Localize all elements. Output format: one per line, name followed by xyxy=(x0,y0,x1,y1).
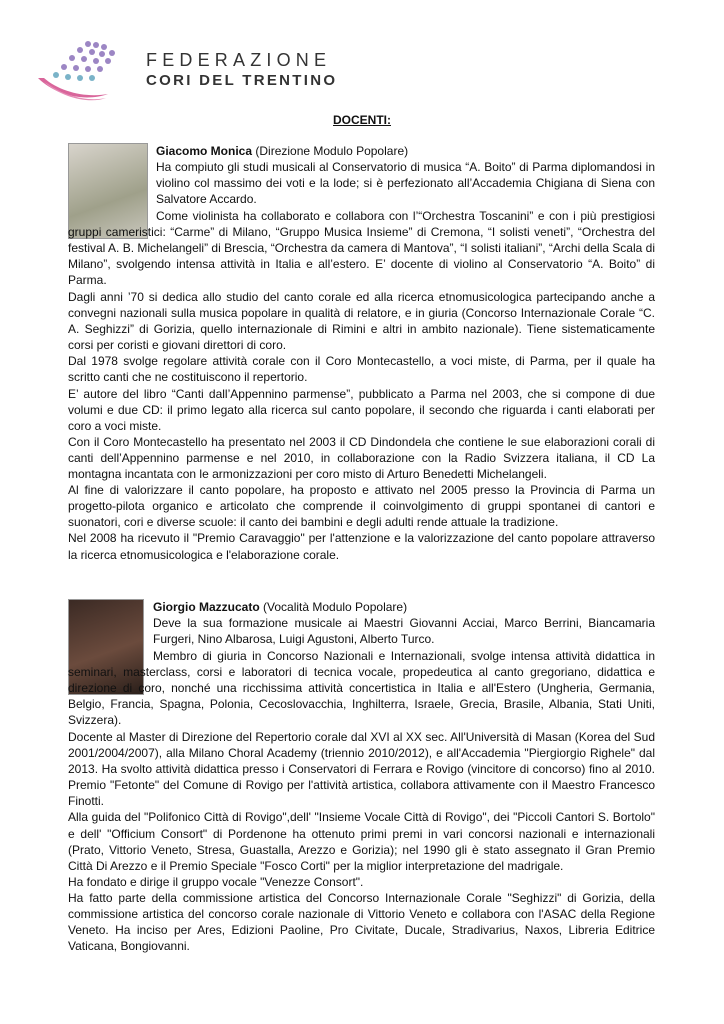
bio-paragraph: Ha fondato e dirige il gruppo vocale "Venezze Consort". xyxy=(68,874,364,889)
federation-logo-icon xyxy=(36,38,136,104)
bio-paragraph: Dal 1978 svolge regolare attività corale con il Coro Montecastello, a voci miste, di Parma, per il quale ha scritto canti che ne costituiscono il repertorio. xyxy=(68,354,655,385)
org-name-line2: CORI DEL TRENTINO xyxy=(146,72,338,89)
teacher-monica-intro xyxy=(156,143,655,207)
bio-paragraph: Dagli anni ’70 si dedica allo studio del canto corale ed alla ricerca etnomusicologica partecipando anche a convegni nazionali sulla musica popolare in qualità di relatore, e in giuria (Concorso Internazionale Corale “C. A. Seghizzi” di Gorizia, quello internazionale di Rimini e altri in ambito nazionale). Tiene sistematicamente corsi per coristi e giovani direttori di coro. xyxy=(68,290,655,353)
bio-paragraph: E’ autore del libro “Canti dall’Appennino parmense”, pubblicato a Parma nel 2003, che si compone di due volumi e due CD: il primo legato alla ricerca sul canto popolare, il secondo che riguarda i canti elaborati per coro a voci miste. xyxy=(68,386,655,433)
teacher-role: (Direzione Modulo Popolare) xyxy=(252,144,409,158)
teacher-monica-bio xyxy=(68,289,655,563)
section-title: DOCENTI: xyxy=(333,113,391,127)
org-name-line1: FEDERAZIONE xyxy=(146,50,332,70)
bio-paragraph: Membro di giuria in Concorso Nazionali e Internazionali, svolge intensa attività didattica in seminari, masterclass, corsi e laboratori di tecnica vocale, propedeutica al canto gregoriano, didattica e direzione di coro, nonché una ricchissima attività concertistica in Italia e all'Estero (Ungheria, Germania, Belgio, Francia, Spagna, Polonia, Cecoslovacchia, Inghilterra, Israele, Grecia, Brasile, Albania, Stati Uniti, Svizzera). xyxy=(68,649,655,728)
bio-paragraph: Deve la sua formazione musicale ai Maestri Giovanni Acciai, Marco Berrini, Biancamaria Furgeri, Nino Albarosa, Luigi Agustoni, Alberto Turco. xyxy=(153,616,655,647)
bio-paragraph: Al fine di valorizzare il canto popolare, ha proposto e attivato nel 2005 presso la Provincia di Parma un progetto-pilota organico e articolato che comprende il coinvolgimento di gruppi spontanei di cantori e suonatori, cori e diverse scuole: il canto dei bambini e degli adulti rende attuale la tradizione. xyxy=(68,483,655,530)
teacher-role: (Vocalità Modulo Popolare) xyxy=(259,600,408,614)
bio-paragraph: Ha compiuto gli studi musicali al Conservatorio di musica “A. Boito” di Parma diplomandosi in violino col massimo dei voti e la lode; si è perfezionato all’Accademia Chigiana di Siena con Salvatore Accardo. xyxy=(156,160,655,207)
bio-paragraph: Come violinista ha collaborato e collabora con l’“Orchestra Toscanini” e con i più prestigiosi gruppi cameristici: “Carme” di Milano, “Gruppo Musica Insieme” di Cremona, “I solisti veneti”, “Orchestra del festival A. B. Michelangeli” di Brescia, “Orchestra da camera di Mantova”, “I solisti italiani”, “Archi della Scala di Milano”, svolgendo intensa attività in Italia e all’estero. E’ docente di violino al Conservatorio “A. Boito” di Parma. xyxy=(68,209,655,288)
teacher-name: Giorgio Mazzucato xyxy=(153,600,260,614)
teacher-mazzucato-bio xyxy=(68,729,655,954)
bio-paragraph: Con il Coro Montecastello ha presentato nel 2003 il CD Dindondela che contiene le sue elaborazioni corali di canti dell’Appennino parmense e nel 2010, in collaborazione con la Radio Svizzera italiana, il CD La montagna incantata con le armonizzazioni per coro misto di Arturo Benedetti Michelangeli. xyxy=(68,434,655,482)
bio-paragraph: Nel 2008 ha ricevuto il "Premio Caravaggio" per l'attenzione e la valorizzazione del canto popolare attraverso la ricerca etnomusicologica e l'elaborazione corale. xyxy=(68,531,655,562)
bio-paragraph: Alla guida del "Polifonico Città di Rovigo",dell' "Insieme Vocale Città di Rovigo", dei "Piccoli Cantori S. Bortolo" e dell' "Officium Consort" di Pordenone ha ottenuto primi premi in vari concorsi nazionali e internazionali (Prato, Vittorio Veneto, Stresa, Guastalla, Arezzo e Gorizia); nel 1990 gli è stato assegnato il Gran Premio Città Di Arezzo e il Premio Speciale "Fosco Corti" per la miglior interpretazione del madrigale. xyxy=(68,810,655,873)
teacher-mazzucato-intro xyxy=(153,599,655,647)
teacher-name: Giacomo Monica xyxy=(156,144,253,158)
bio-paragraph: Docente al Master di Direzione del Repertorio corale dal XVI al XX sec. All'Università di Masan (Korea del Sud 2001/2004/2007), alla Milano Choral Academy (triennio 2010/2012), e all'Accademia "Piergiorgio Righele" dal 2013. Ha svolto attività didattica presso i Conservatori di Ferrara e Rovigo (vincitore di concorso) fino al 2010. Premio "Fetonte" del Comune di Rovigo per l'attività artistica, collabora attivamente con il Maestro Francesco Finotti. xyxy=(68,730,655,809)
bio-paragraph: Ha fatto parte della commissione artistica del Concorso Internazionale Corale "Seghizzi" di Gorizia, della commissione artistica del concorso corale nazionale di Vittorio Veneto e collabora con l'ASAC della Regione Veneto. Ha inciso per Ares, Edizioni Paoline, Pro Civitate, Ducale, Stradivarius, Naxos, Libreria Editrice Vaticana, Bongiovanni. xyxy=(68,890,655,954)
